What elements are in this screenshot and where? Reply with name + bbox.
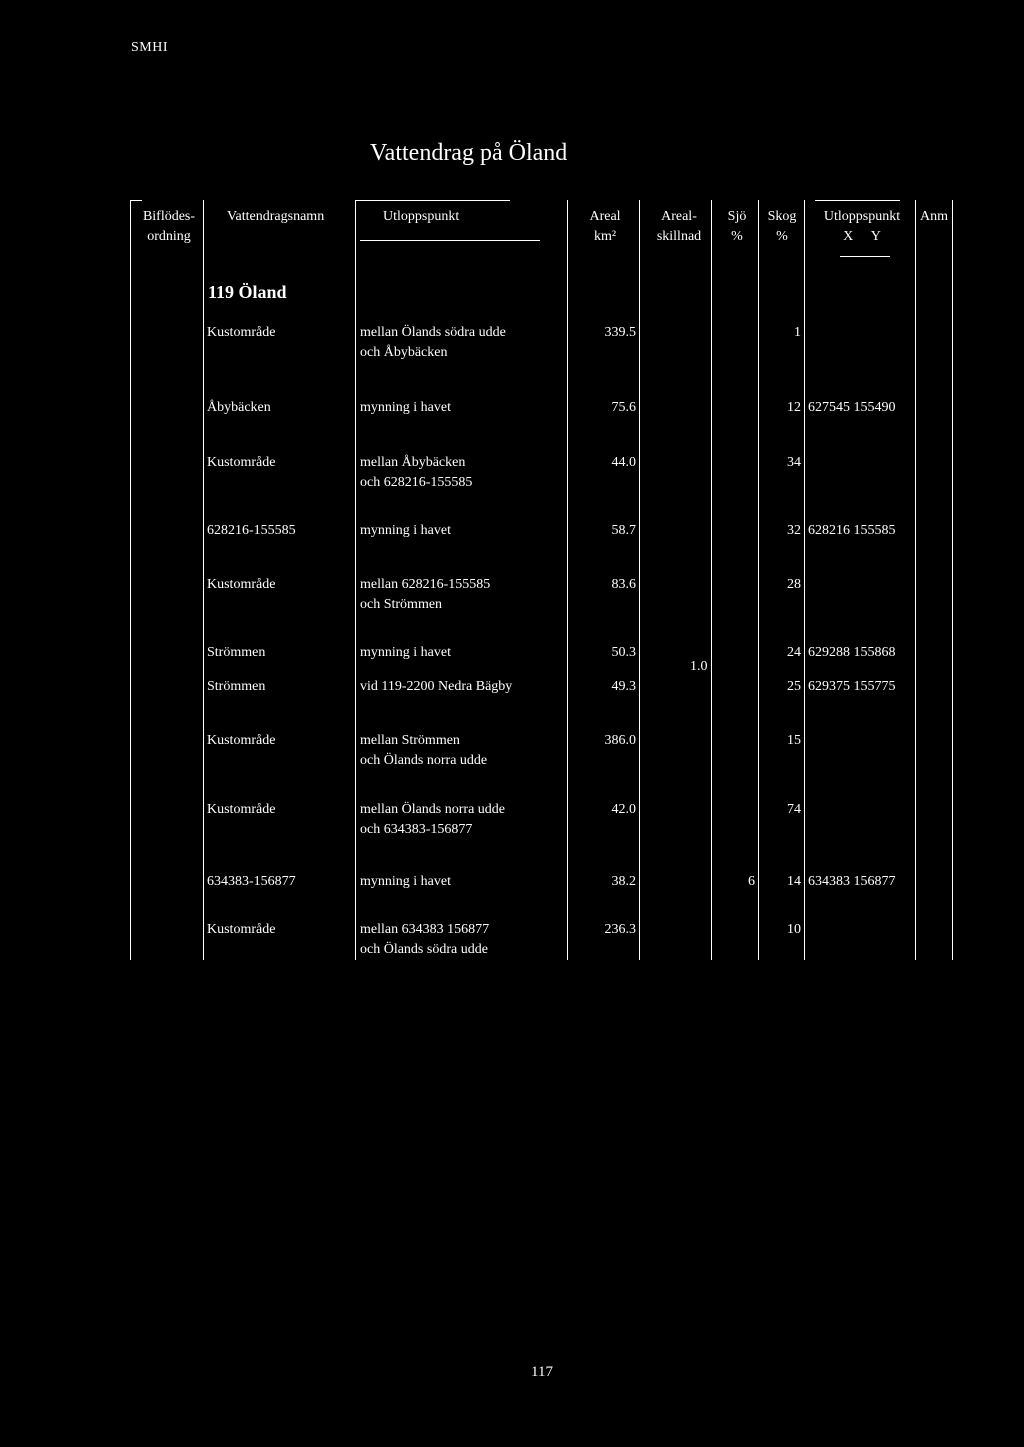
- cell-forest: 74: [787, 802, 801, 817]
- cell-area: 50.3: [611, 645, 636, 660]
- cell-area: 58.7: [611, 523, 636, 538]
- cell-forest: 15: [787, 733, 801, 748]
- cell-outlet: mellan 628216-155585: [360, 577, 491, 592]
- cell-outlet: mellan Åbybäcken: [360, 455, 466, 470]
- cell-outlet: mynning i havet: [360, 874, 451, 889]
- cell-forest: 1: [794, 325, 801, 340]
- cell-name: Kustområde: [207, 802, 276, 817]
- cell-area: 339.5: [604, 325, 636, 340]
- cell-name: Kustområde: [207, 325, 276, 340]
- cell-outlet: mellan 634383 156877: [360, 922, 490, 937]
- cell-name: Strömmen: [207, 645, 266, 660]
- cell-outlet: mynning i havet: [360, 645, 451, 660]
- section-title: 119 Öland: [208, 282, 287, 302]
- cell-forest: 25: [787, 679, 801, 694]
- cell-lake: 6: [748, 874, 755, 889]
- cell-outlet-xy: 628216 155585: [808, 523, 896, 538]
- cell-outlet: mynning i havet: [360, 523, 451, 538]
- cell-outlet: och 634383-156877: [360, 822, 473, 837]
- header-mark: SMHI: [131, 40, 169, 55]
- page-number: 117: [531, 1364, 553, 1380]
- cell-name: Strömmen: [207, 679, 266, 694]
- cell-outlet: mellan Ölands norra udde: [360, 802, 506, 817]
- col-header-utloppspunkt-xy: Utloppspunkt X Y: [823, 209, 901, 244]
- cell-area: 75.6: [611, 400, 636, 415]
- cell-outlet: mellan Strömmen: [360, 733, 460, 748]
- cell-outlet-xy: 629375 155775: [808, 679, 896, 694]
- col-header-skog: Skog %: [767, 209, 797, 244]
- cell-outlet: mynning i havet: [360, 400, 451, 415]
- cell-name: Åbybäcken: [207, 400, 271, 415]
- cell-forest: 24: [787, 645, 801, 660]
- cell-forest: 10: [787, 922, 801, 937]
- cell-outlet: och Ölands södra udde: [360, 942, 488, 957]
- cell-forest: 32: [787, 523, 801, 538]
- cell-area: 386.0: [604, 733, 636, 748]
- cell-name: Kustområde: [207, 455, 276, 470]
- cell-area: 42.0: [611, 802, 636, 817]
- col-header-arealskillnad: Areal- skillnad: [656, 209, 702, 244]
- cell-area: 49.3: [611, 679, 636, 694]
- cell-outlet: och 628216-155585: [360, 475, 473, 490]
- cell-area: 236.3: [604, 922, 636, 937]
- cell-forest: 28: [787, 577, 801, 592]
- cell-outlet-xy: 629288 155868: [808, 645, 896, 660]
- cell-outlet: och Strömmen: [360, 597, 443, 612]
- cell-outlet: vid 119-2200 Nedra Bägby: [360, 679, 513, 694]
- cell-name: 634383-156877: [207, 874, 296, 889]
- col-header-biflodesordning: Biflödes- ordning: [142, 209, 196, 244]
- cell-area: 38.2: [611, 874, 636, 889]
- cell-outlet: och Ölands norra udde: [360, 753, 488, 768]
- cell-name: Kustområde: [207, 922, 276, 937]
- cell-outlet: och Åbybäcken: [360, 345, 448, 360]
- cell-name: Kustområde: [207, 733, 276, 748]
- col-header-areal: Areal km²: [589, 209, 621, 244]
- page-title: Vattendrag på Öland: [370, 140, 568, 166]
- cell-outlet-xy: 627545 155490: [808, 400, 896, 415]
- col-header-sjo: Sjö %: [727, 209, 747, 244]
- cell-outlet-xy: 634383 156877: [808, 874, 896, 889]
- cell-forest: 12: [787, 400, 801, 415]
- cell-forest: 14: [787, 874, 801, 889]
- col-header-anm: Anm: [920, 209, 948, 224]
- col-header-utloppspunkt: Utloppspunkt: [383, 209, 460, 224]
- cell-forest: 34: [787, 455, 801, 470]
- cell-name: 628216-155585: [207, 523, 296, 538]
- col-header-vattendragsnamn: Vattendragsnamn: [227, 209, 325, 224]
- area-difference-value: 1.0: [690, 659, 708, 674]
- cell-name: Kustområde: [207, 577, 276, 592]
- cell-outlet: mellan Ölands södra udde: [360, 325, 506, 340]
- cell-area: 83.6: [611, 577, 636, 592]
- cell-area: 44.0: [611, 455, 636, 470]
